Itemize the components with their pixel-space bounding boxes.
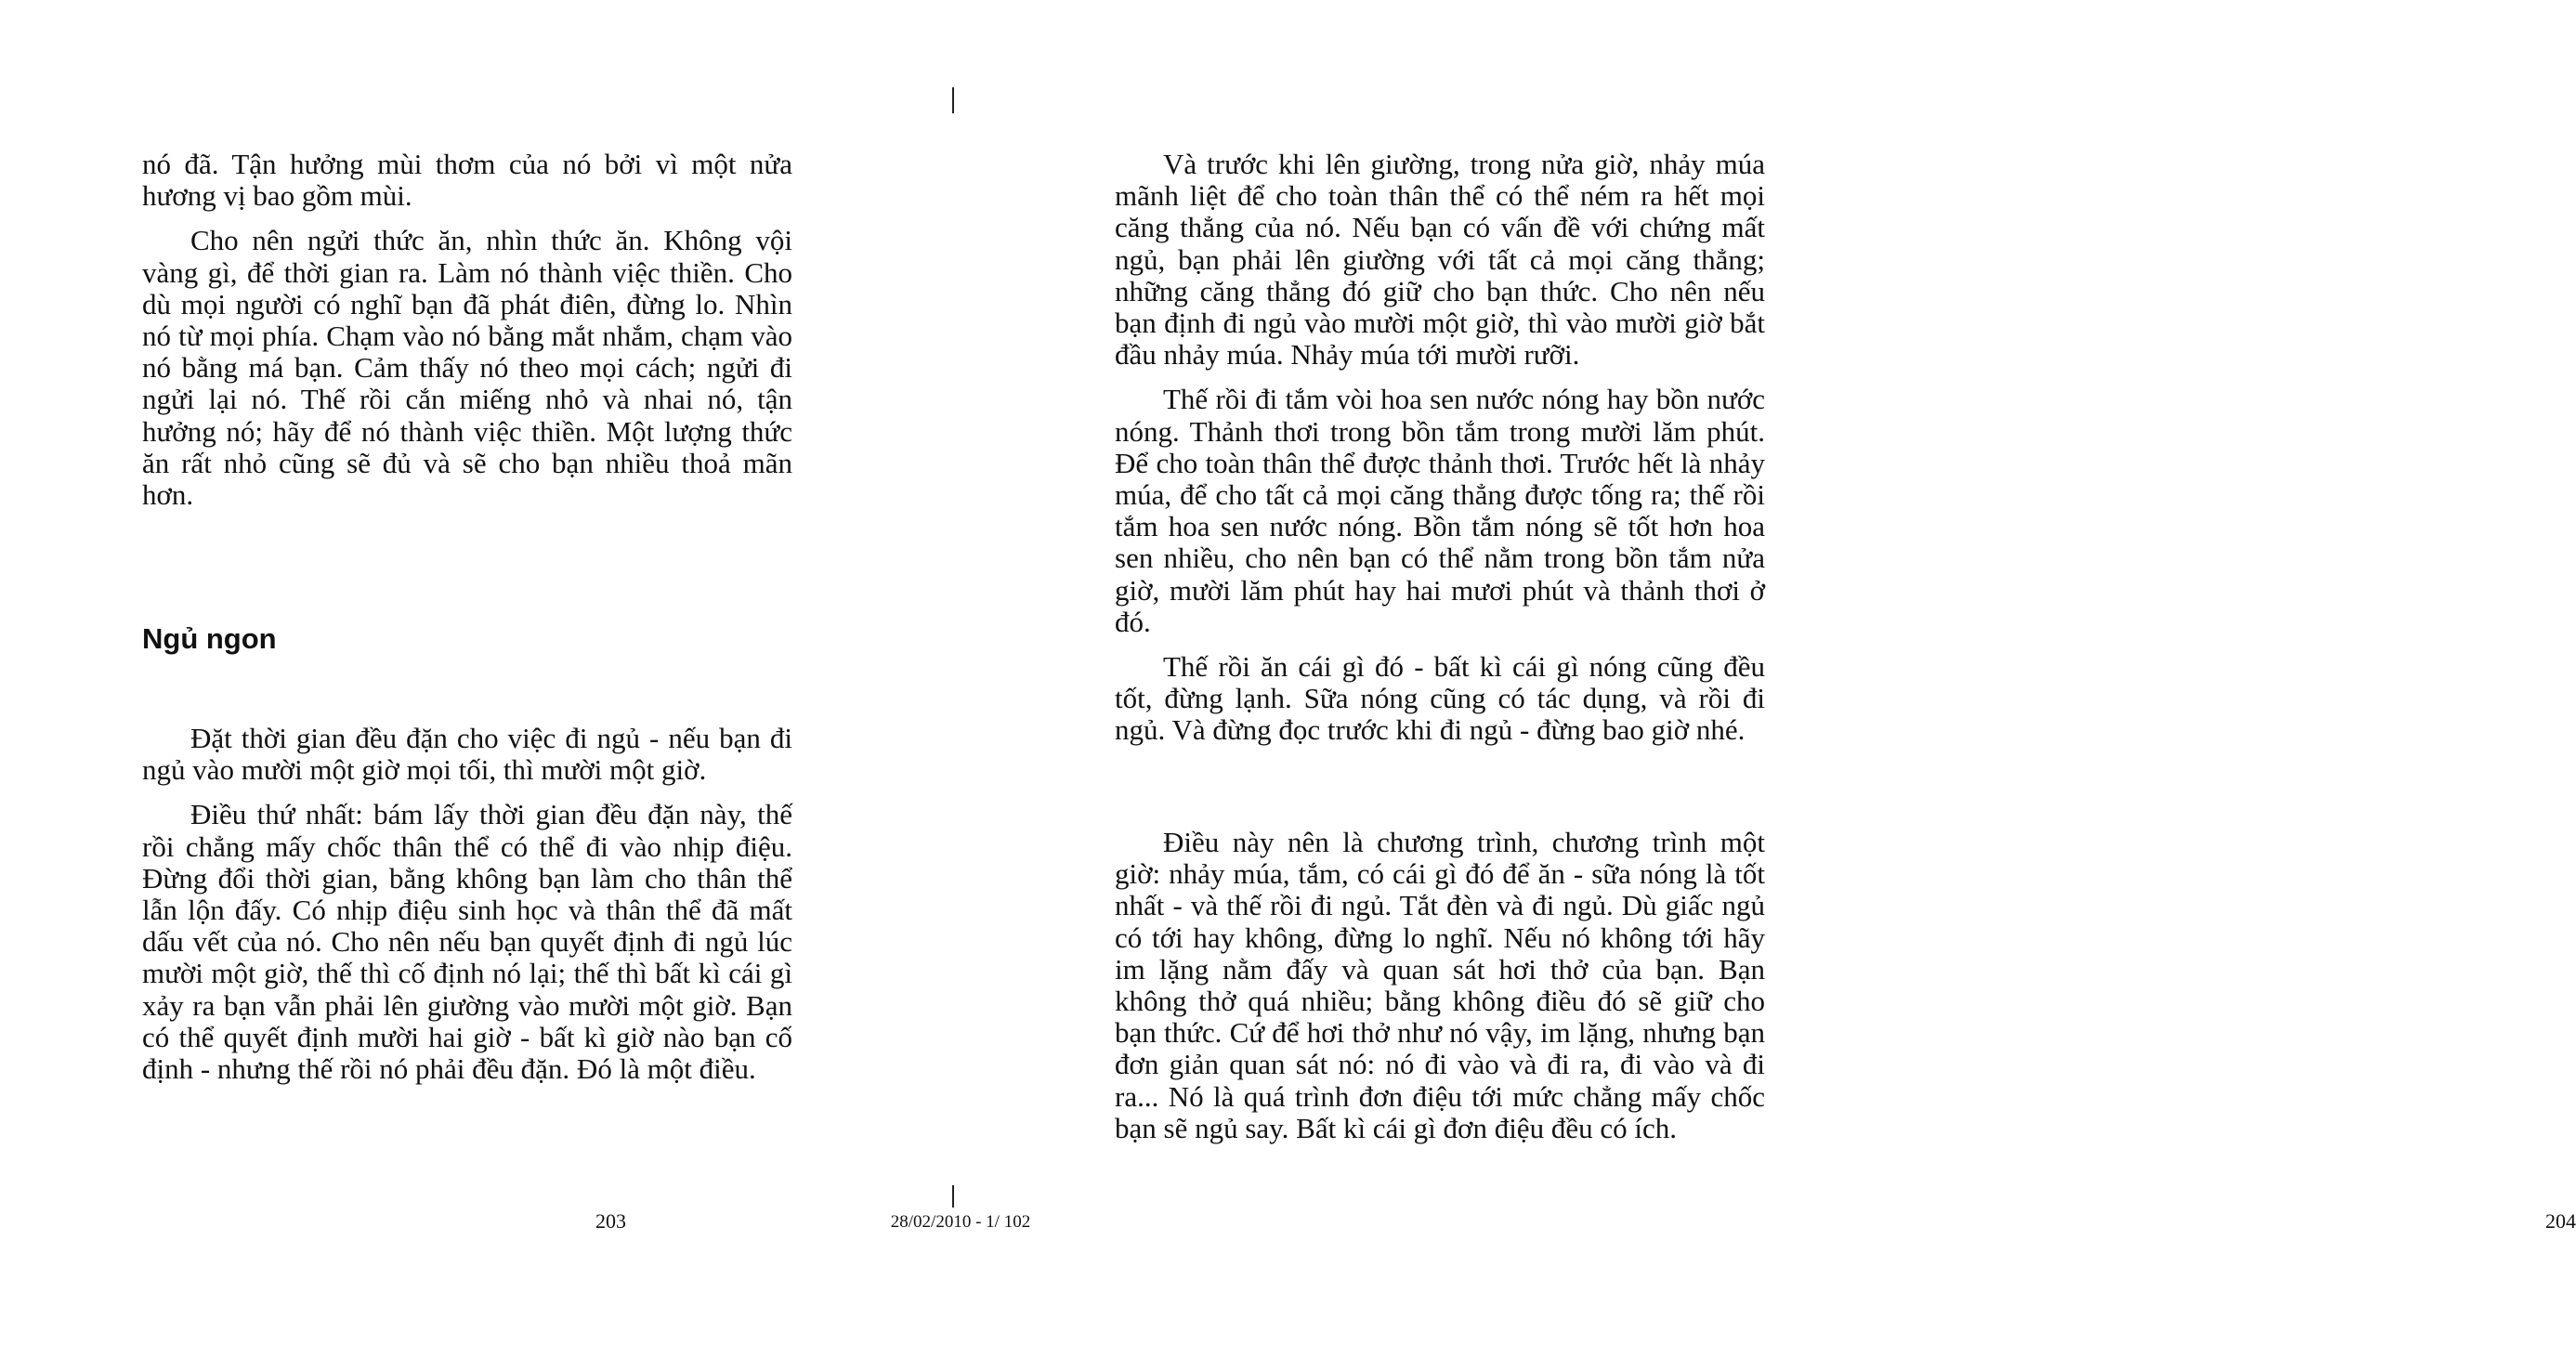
right-page [1115,0,2576,1345]
right-page-number: 204 [2545,1209,2576,1233]
right-page-top-text [1115,149,1765,760]
left-page-top-text [142,149,792,524]
left-page-paragraph-3: Đặt thời gian đều đặn cho việc đi ngủ - nếu bạn đi ngủ vào mười một giờ mọi tối, thì mười một giờ. [142,722,792,787]
left-page [142,0,792,1345]
left-page-bottom-text [142,723,792,1098]
top-center-crop-mark [952,87,954,113]
left-page-paragraph-1: nó đã. Tận hưởng mùi thơm của nó bởi vì một nửa hương vị bao gồm mùi. [142,148,792,213]
left-page-paragraph-2: Cho nên ngửi thức ăn, nhìn thức ăn. Không vội vàng gì, để thời gian ra. Làm nó thành việc thiền. Cho dù mọi người có nghĩ bạn đã phát điên, đừng lo. Nhìn nó từ mọi phía. Chạm vào nó bằng mắt nhắm, chạm vào nó bằng má bạn. Cảm thấy nó theo mọi cách; ngửi đi ngửi lại nó. Thế rồi cắn miếng nhỏ và nhai nó, tận hưởng nó; hãy để nó thành việc thiền. Một lượng thức ăn rất nhỏ cũng sẽ đủ và sẽ cho bạn nhiều thoả mãn hơn. [142,224,792,512]
right-page-paragraph-2: Thế rồi đi tắm vòi hoa sen nước nóng hay bồn nước nóng. Thảnh thơi trong bồn tắm trong mười lăm phút. Để cho toàn thân thể được thảnh thơi. Trước hết là nhảy múa, để cho tất cả mọi căng thẳng được tống ra; thế rồi tắm hoa sen nước nóng. Bồn tắm nóng sẽ tốt hơn hoa sen nhiều, cho nên bạn có thể nằm trong bồn tắm nửa giờ, mười lăm phút hay hai mươi phút và thảnh thơi ở đó. [1115,383,1765,638]
right-page-paragraph-4: Điều này nên là chương trình, chương trình một giờ: nhảy múa, tắm, có cái gì đó để ăn - sữa nóng là tốt nhất - và thế rồi đi ngủ. Tắt đèn và đi ngủ. Dù giấc ngủ có tới hay không, đừng lo nghĩ. Nếu nó không tới hãy im lặng nằm đấy và quan sát hơi thở của bạn. Bạn không thở quá nhiều; bằng không điều đó sẽ giữ cho bạn thức. Cứ để hơi thở như nó vậy, im lặng, nhưng bạn đơn giản quan sát nó: nó đi vào và đi ra, đi vào và đi ra... Nó là quá trình đơn điệu tới mức chẳng mấy chốc bạn sẽ ngủ say. Bất kì cái gì đơn điệu đều có ích. [1115,826,1765,1144]
section-heading: Ngủ ngon [142,622,277,655]
right-page-bottom-text [1115,827,1765,1157]
print-stamp: 28/02/2010 - 1/ 102 [890,1212,1031,1232]
right-page-paragraph-3: Thế rồi ăn cái gì đó - bất kì cái gì nóng cũng đều tốt, đừng lạnh. Sữa nóng cũng có tác dụng, và rồi đi ngủ. Và đừng đọc trước khi đi ngủ - đừng bao giờ nhé. [1115,650,1765,747]
left-page-paragraph-4: Điều thứ nhất: bám lấy thời gian đều đặn này, thế rồi chẳng mấy chốc thân thể có thể đi vào nhịp điệu. Đừng đổi thời gian, bằng không bạn làm cho thân thể lẫn lộn đấy. Có nhịp điệu sinh học và thân thể đã mất dấu vết của nó. Cho nên nếu bạn quyết định đi ngủ lúc mười một giờ, thế thì cố định nó lại; thế thì bất kì cái gì xảy ra bạn vẫn phải lên giường vào mười một giờ. Bạn có thể quyết định mười hai giờ - bất kì giờ nào bạn cố định - nhưng thế rồi nó phải đều đặn. Đó là một điều. [142,798,792,1086]
right-page-paragraph-1: Và trước khi lên giường, trong nửa giờ, nhảy múa mãnh liệt để cho toàn thân thể có thể ném ra hết mọi căng thẳng của nó. Nếu bạn có vấn đề với chứng mất ngủ, bạn phải lên giường với tất cả mọi căng thẳng; những căng thẳng đó giữ cho bạn thức. Cho nên nếu bạn định đi ngủ vào mười một giờ, thì vào mười giờ bắt đầu nhảy múa. Nhảy múa tới mười rưỡi. [1115,148,1765,372]
left-page-number: 203 [595,1209,626,1233]
bottom-center-crop-mark [952,1185,954,1208]
